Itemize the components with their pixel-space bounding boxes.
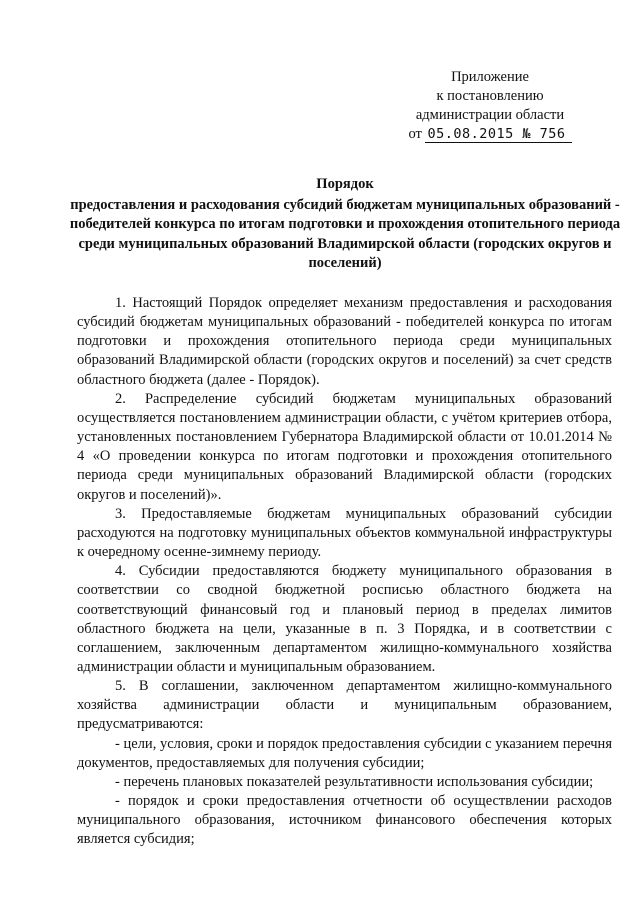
document-body — [77, 294, 612, 850]
date-prefix: от — [408, 126, 422, 142]
list-item-reporting: - порядок и сроки предоставления отчетности об осуществлении расходов муниципального образования, источником финансового обеспечения которых является субсидия; — [77, 793, 612, 848]
appendix-header — [405, 68, 575, 144]
paragraph-4: 4. Субсидии предоставляются бюджету муниципального образования в соответствии со сводной бюджетной росписью областного бюджета на соответствующий финансовый год и плановый период в пределах лимитов областного бюджета на цели, указанные в п. 3 Порядка, и в соответствии с соглашением, заключенным департаментом жилищно-коммунального хозяйства администрации области и муниципальным образованием. — [77, 563, 612, 675]
title-heading: Порядок — [316, 176, 374, 192]
appendix-date-line — [405, 125, 575, 144]
list-item-goals: - цели, условия, сроки и порядок предоставления субсидии с указанием перечня документов, предоставляемых для получения субсидии; — [77, 735, 612, 771]
paragraph-1: 1. Настоящий Порядок определяет механизм предоставления и расходования субсидий бюджетам муниципальных образований - победителей конкурса по итогам подготовки и прохождения отопительного периода среди муниципальных образований Владимирской области (городских округов и поселений) за счет средств областного бюджета (далее - Порядок). — [77, 295, 612, 388]
handwritten-date-number: 05.08.2015 № 756 — [425, 126, 571, 143]
title-subheading: предоставления и расходования субсидий бюджетам муниципальных образований - победителей конкурса по итогам подготовки и прохождения отопительного периода среди муниципальных образований Владимирской области (городских округов и поселений) — [69, 196, 621, 271]
appendix-resolution-ref: к постановлению — [436, 88, 544, 104]
list-item-indicators: - перечень плановых показателей результативности использования субсидии; — [115, 773, 594, 790]
appendix-label: Приложение — [451, 69, 529, 85]
paragraph-5: 5. В соглашении, заключенном департаментом жилищно-коммунального хозяйства администрации области и муниципальным образованием, предусматриваются: — [77, 678, 612, 733]
document-title — [60, 175, 630, 274]
paragraph-2: 2. Распределение субсидий бюджетам муниципальных образований осуществляется постановлением администрации области, с учётом критериев отбора, установленных постановлением Губернатора Владимирской области от 10.01.2014 № 4 «О проведении конкурса по итогам подготовки и прохождения отопительного периода среди муниципальных образований Владимирской области (городских округов и поселений)». — [77, 390, 612, 503]
appendix-authority: администрации области — [415, 107, 565, 123]
paragraph-3: 3. Предоставляемые бюджетам муниципальных образований субсидии расходуются на подготовку муниципальных объектов коммунальной инфраструктуры к очередному осенне-зимнему периоду. — [77, 505, 612, 561]
